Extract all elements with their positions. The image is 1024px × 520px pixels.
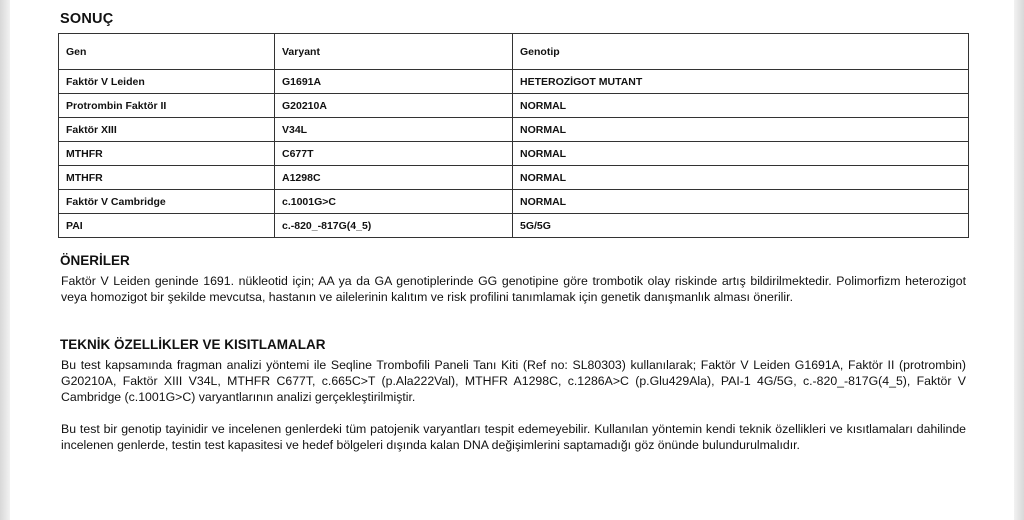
table-row [59,214,969,238]
cell-genotip: NORMAL [513,142,969,166]
cell-genotip: NORMAL [513,94,969,118]
header-genotip: Genotip [513,34,969,70]
cell-gen: Faktör V Leiden [59,70,275,94]
table-row [59,94,969,118]
results-table [58,33,969,238]
cell-gen: Faktör XIII [59,118,275,142]
table-row [59,190,969,214]
header-gen: Gen [59,34,275,70]
sonuc-heading: SONUÇ [60,11,114,27]
cell-varyant: V34L [275,118,513,142]
oneriler-heading: ÖNERİLER [60,253,130,268]
oneriler-paragraph: Faktör V Leiden geninde 1691. nükleotid için; AA ya da GA genotiplerinde GG genotipine göre trombotik olay riskinde artış bildirilmektedir. Polimorfizm heterozigot veya homozigot bir şekilde mevcutsa, hastanın ve ailelerinin kalıtım ve risk profilini tanımlamak için genetik danışmanlık alması önerilir. [61,274,966,305]
teknik-paragraph-2: Bu test bir genotip tayinidir ve incelenen genlerdeki tüm patojenik varyantları tespit edemeyebilir. Kullanılan yöntemin kendi teknik özellikleri ve kısıtlamaları dahilinde incelenen genlerde, testin test kapasitesi ve hedef bölgeleri dışında kalan DNA değişimlerini saptamadığı göz önünde bulundurulmalıdır. [61,422,966,453]
page-shadow-right [1014,0,1024,520]
cell-varyant: c.1001G>C [275,190,513,214]
teknik-paragraph-1: Bu test kapsamında fragman analizi yöntemi ile Seqline Trombofili Paneli Tanı Kiti (Ref no: SL80303) kullanılarak; Faktör V Leiden G1691A, Faktör II (protrombin) G20210A, Faktör XIII V34L, MTHFR C677T, c.665C>T (p.Ala222Val), MTHFR A1298C, c.1286A>C (p.Glu429Ala), PAI-1 4G/5G, c.-820_-817G(4_5), Faktör V Cambridge (c.1001G>C) varyantlarının analizi gerçekleştirilmiştir. [61,358,966,405]
cell-varyant: C677T [275,142,513,166]
cell-genotip: NORMAL [513,118,969,142]
cell-genotip: NORMAL [513,190,969,214]
cell-varyant: c.-820_-817G(4_5) [275,214,513,238]
cell-gen: MTHFR [59,166,275,190]
cell-gen: Faktör V Cambridge [59,190,275,214]
cell-genotip: HETEROZİGOT MUTANT [513,70,969,94]
cell-genotip: NORMAL [513,166,969,190]
cell-varyant: G20210A [275,94,513,118]
teknik-heading: TEKNİK ÖZELLİKLER VE KISITLAMALAR [60,337,326,352]
table-row [59,142,969,166]
cell-genotip: 5G/5G [513,214,969,238]
cell-gen: MTHFR [59,142,275,166]
cell-gen: PAI [59,214,275,238]
table-row [59,166,969,190]
table-row [59,70,969,94]
table-row [59,118,969,142]
cell-gen: Protrombin Faktör II [59,94,275,118]
table-header-row [59,34,969,70]
page-shadow-left [0,0,10,520]
cell-varyant: G1691A [275,70,513,94]
cell-varyant: A1298C [275,166,513,190]
header-varyant: Varyant [275,34,513,70]
